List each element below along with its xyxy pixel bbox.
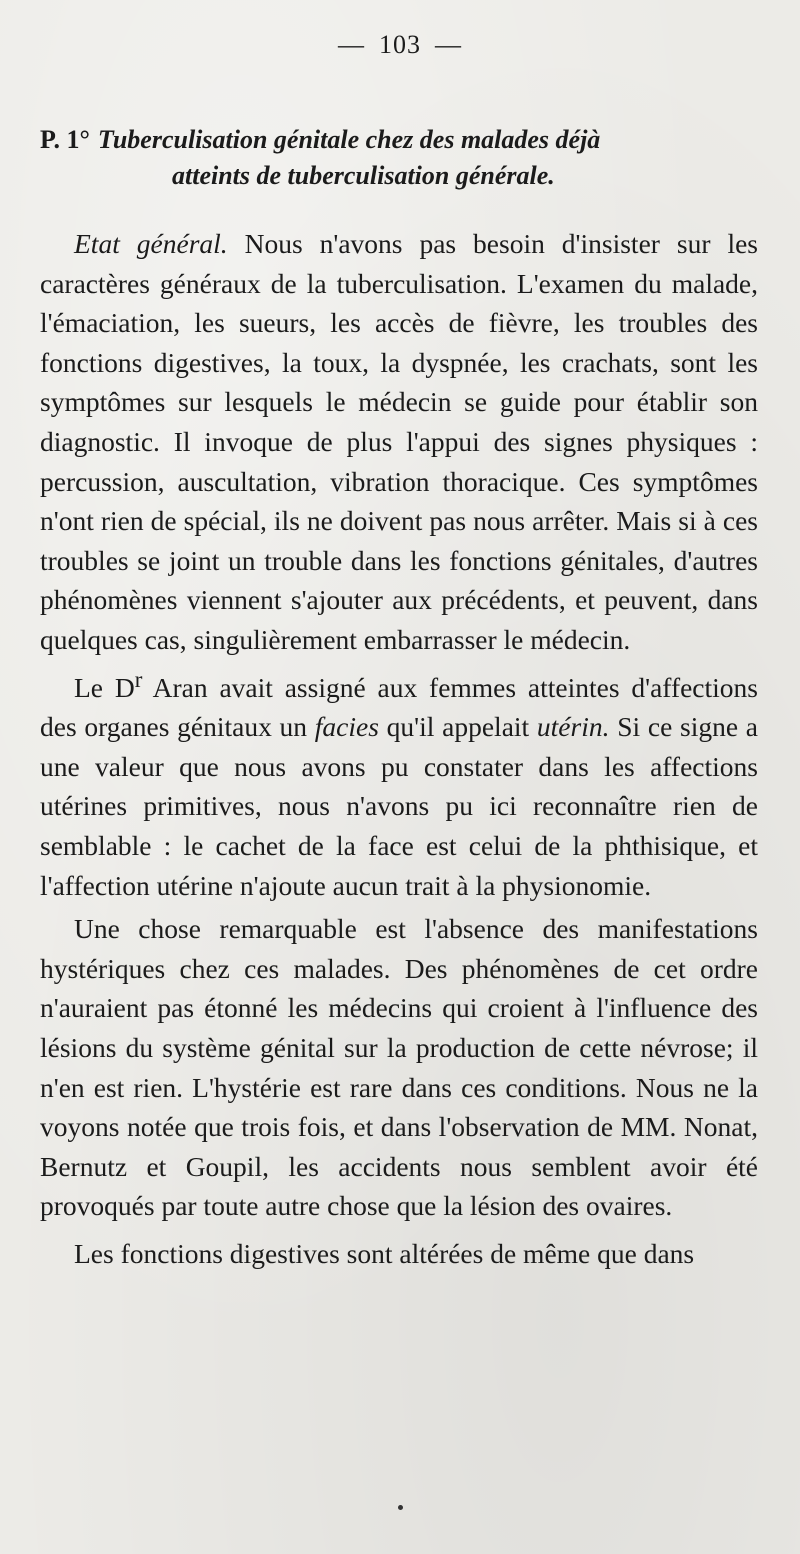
text-run: Si ce signe a une valeur que nous avons pu constater dans les affections utérines primitives, nous n'avons pu ici reconnaître rien de semblable : le cachet de la face est celui de la phthisique, et l'affection utérine n'ajoute aucun trait à la physionomie.	[40, 711, 759, 901]
text-run: qu'il appelait	[378, 711, 537, 743]
runin-heading: Etat général.	[74, 228, 228, 259]
paragraph-text: Une chose remarquable est l'absence des manifestations hystériques chez ces malades. Des phénomènes de cet ordre n'auraient pas étonné les médecins qui croient à l'influence des lésions du système génital sur la production de cette névrose; il n'en est rien. L'hystérie est rare dans ces conditions. Nous ne la voyons notée que trois fois, et dans l'observation de MM. Nonat, Bernutz et Goupil, les accidents nous semblent avoir été provoqués par toute autre chose que la lésion des ovaires.	[40, 913, 758, 1222]
header-dash-right: —	[435, 30, 462, 59]
paragraph-aran	[40, 660, 758, 906]
section-title-line2: atteints de tuberculisation générale.	[172, 161, 555, 190]
section-heading	[40, 122, 758, 194]
ink-dot	[398, 1505, 403, 1510]
section-label: P. 1°	[40, 125, 90, 154]
page-body	[40, 122, 758, 1274]
italic-term: utérin.	[536, 711, 610, 743]
paragraph-etat-general	[40, 224, 758, 660]
page-header	[0, 30, 800, 60]
paragraph-text: Nous n'avons pas besoin d'insister sur les caractères généraux de la tuberculisation. L'examen du malade, l'émaciation, les sueurs, les accès de fièvre, les troubles des fonctions digestives, la toux, la dyspnée, les crachats, sont les symptômes sur lesquels le médecin se guide pour établir son diagnostic. Il invoque de plus l'appui des signes physiques : percussion, auscultation, vibration thoracique. Ces symptômes n'ont rien de spécial, ils ne doivent pas nous arrêter. Mais si à ces troubles se joint un trouble dans les fonctions génitales, d'autres phénomènes viennent s'ajouter aux précédents, et peuvent, dans quelques cas, singulièrement embarrasser le médecin.	[40, 228, 758, 655]
italic-term: facies	[314, 711, 379, 743]
paragraph-hysteria	[40, 909, 758, 1226]
header-dash-left: —	[338, 30, 365, 59]
paragraph-text: Les fonctions digestives sont altérées de même que dans	[74, 1238, 695, 1269]
text-run: Le D	[74, 671, 135, 703]
superscript: r	[134, 666, 143, 692]
section-title-line1: Tuberculisation génitale chez des malades déjà	[97, 125, 601, 154]
paragraph-digestive	[40, 1234, 758, 1274]
page-number: 103	[379, 30, 421, 59]
text-run: Aran avait assigné aux femmes atteintes d'affections des organes génitaux un	[40, 671, 758, 743]
